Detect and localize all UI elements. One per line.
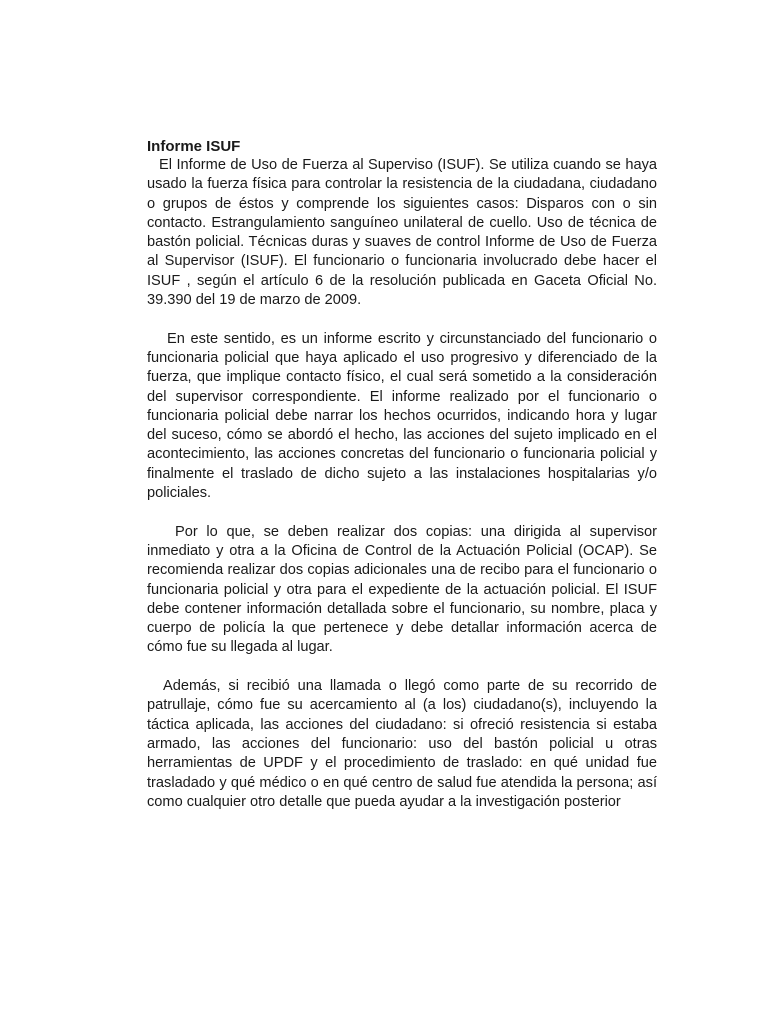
paragraph-intro: El Informe de Uso de Fuerza al Superviso (ISUF). Se utiliza cuando se haya usado la fuerza física para controlar la resistencia de la ciudadana, ciudadano o grupos de éstos y comprende los siguientes casos: Disparos con o sin contacto. Estrangulamiento sanguíneo unilateral de cuello. Uso de técnica de bastón policial. Técnicas duras y suaves de control Informe de Uso de Fuerza al Supervisor (ISUF). El funcionario o funcionaria involucrado debe hacer el ISUF , según el artículo 6 de la resolución publicada en Gaceta Oficial No. 39.390 del 19 de marzo de 2009. <box>147 157 657 309</box>
paragraph-definition: En este sentido, es un informe escrito y circunstanciado del funcionario o funcionaria policial que haya aplicado el uso progresivo y diferenciado de la fuerza, que implique contacto físico, el cual será sometido a la consideración del supervisor correspondiente. El informe realizado por el funcionario o funcionaria policial debe narrar los hechos ocurridos, indicando hora y lugar del suceso, cómo se abordó el hecho, las acciones del sujeto implicado en el acontecimiento, las acciones concretas del funcionario o funcionaria policial y finalmente el traslado de dicho sujeto a las instalaciones hospitalarias y/o policiales. <box>147 330 657 502</box>
paragraph-details: Además, si recibió una llamada o llegó como parte de su recorrido de patrullaje, cómo fue su acercamiento al (a los) ciudadano(s), incluyendo la táctica aplicada, las acciones del ciudadano: si ofreció resistencia si estaba armado, las acciones del funcionario: uso del bastón policial u otras herramientas de UPDF y el procedimiento de traslado: en qué unidad fue trasladado y qué médico o en qué centro de salud fue atendida la persona; así como cualquier otro detalle que pueda ayudar a la investigación posterior <box>147 678 657 810</box>
paragraph-copies: Por lo que, se deben realizar dos copias: una dirigida al supervisor inmediato y otra a la Oficina de Control de la Actuación Policial (OCAP). Se recomienda realizar dos copias adicionales una de recibo para el funcionario o funcionaria policial y otra para el expediente de la actuación policial. El ISUF debe contener información detallada sobre el funcionario, su nombre, placa y cuerpo de policía la que pertenece y debe detallar información acerca de cómo fue su llegada al lugar. <box>147 523 657 656</box>
document-title: Informe ISUF <box>147 138 241 155</box>
document-page <box>147 137 657 831</box>
